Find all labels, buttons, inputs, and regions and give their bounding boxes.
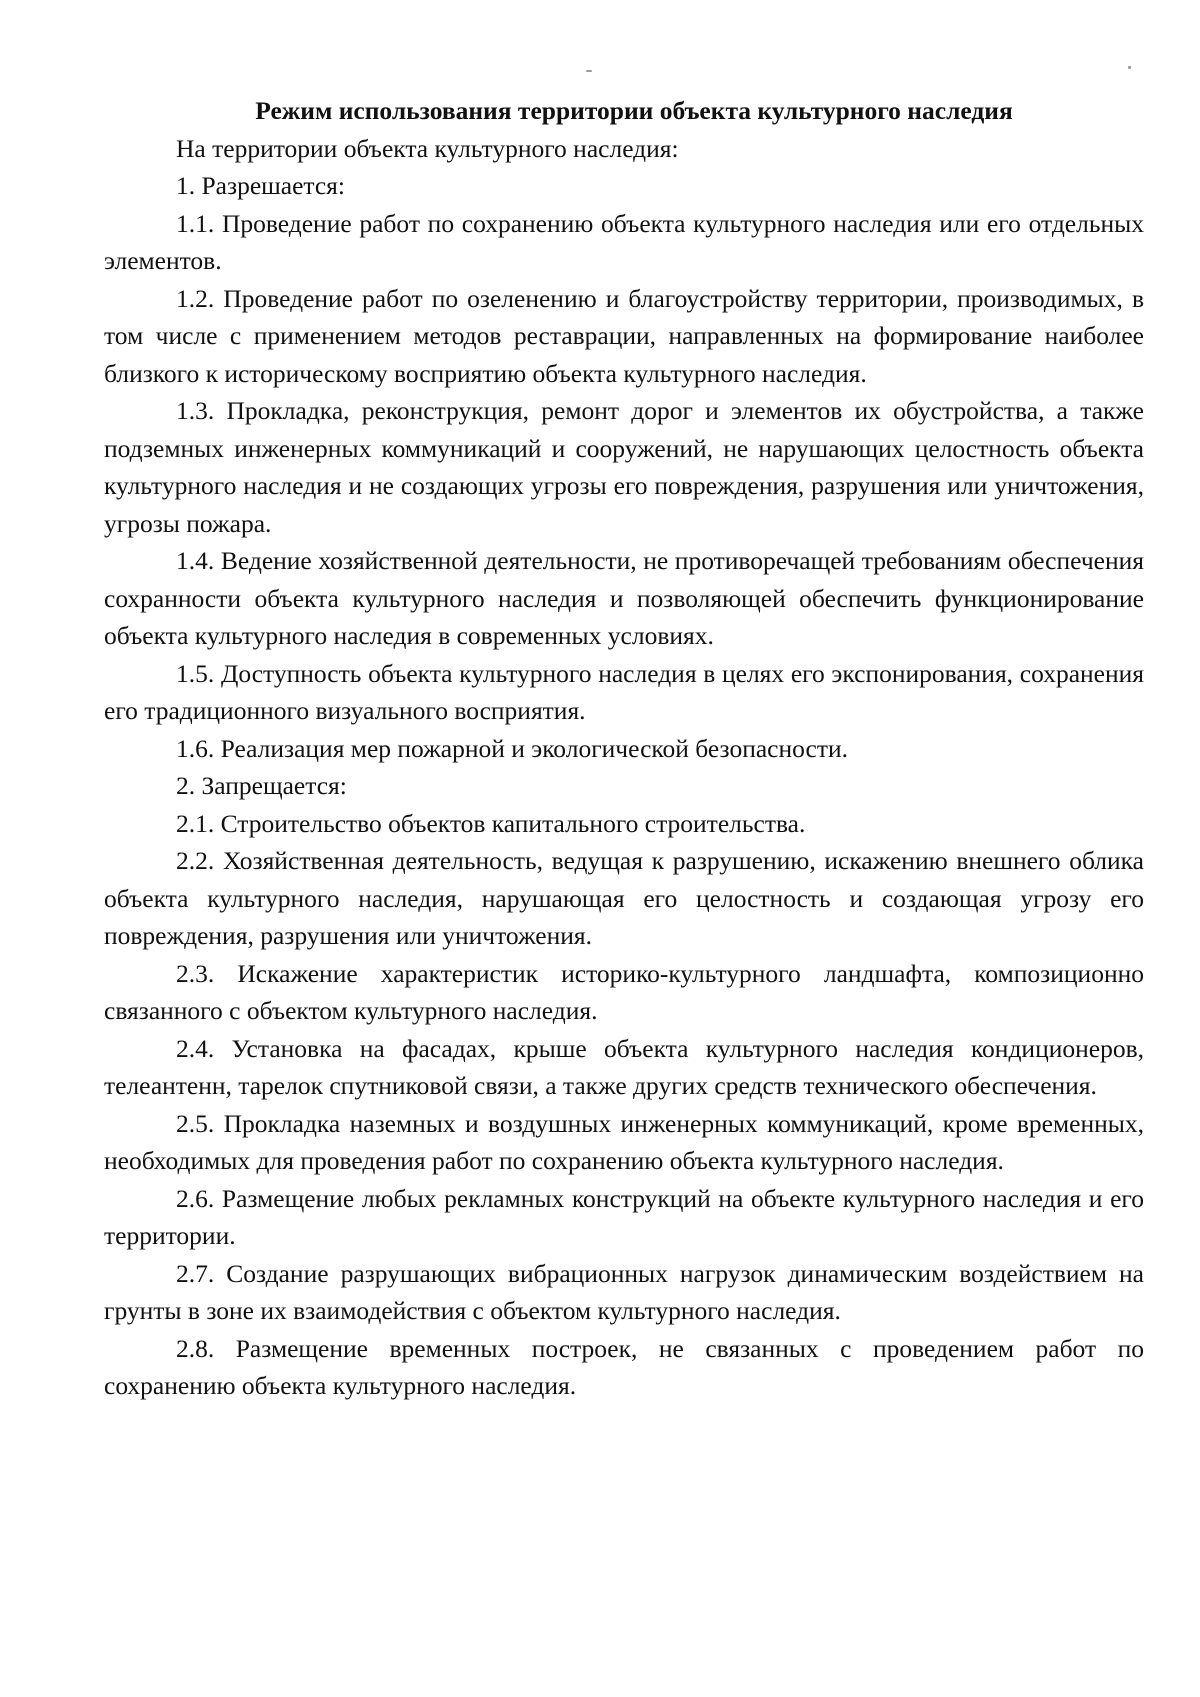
clause-1-2: 1.2. Проведение работ по озеленению и благоустройству территории, производимых, в том числе с применением методов реставрации, направленных на формирование наиболее близкого к историческому восприятию объекта культурного наследия. bbox=[104, 283, 1144, 388]
clause-2-2: 2.2. Хозяйственная деятельность, ведущая к разрушению, искажению внешнего облика объекта культурного наследия, нарушающая его целостность и создающая угрозу его повреждения, разрушения или уничтожения. bbox=[104, 846, 1144, 950]
intro-line: На территории объекта культурного наследия: bbox=[176, 133, 679, 163]
clause-1-3: 1.3. Прокладка, реконструкция, ремонт дорог и элементов их обустройства, а также подземных инженерных коммуникаций и сооружений, не нарушающих целостность объекта культурного наследия и не создающих угрозы его повреждения, разрушения или уничтожения, угрозы пожара. bbox=[104, 396, 1144, 538]
clause-1-5: 1.5. Доступность объекта культурного наследия в целях его экспонирования, сохранения его традиционного визуального восприятия. bbox=[104, 658, 1144, 725]
clause-2-8: 2.8. Размещение временных построек, не связанных с проведением работ по сохранению объекта культурного наследия. bbox=[104, 1333, 1144, 1400]
clause-1-4: 1.4. Ведение хозяйственной деятельности, не противоречащей требованиям обеспечения сохранности объекта культурного наследия и позволяющей обеспечить функционирование объекта культурного наследия в современных условиях. bbox=[104, 546, 1144, 650]
clause-1-1: 1.1. Проведение работ по сохранению объекта культурного наследия или его отдельных элементов. bbox=[104, 208, 1144, 275]
clause-2-4: 2.4. Установка на фасадах, крыше объекта культурного наследия кондиционеров, телеантенн, тарелок спутниковой связи, а также других средств технического обеспечения. bbox=[104, 1033, 1144, 1100]
clause-2-7: 2.7. Создание разрушающих вибрационных нагрузок динамическим воздействием на грунты в зоне их взаимодействия с объектом культурного наследия. bbox=[104, 1258, 1144, 1325]
document-title: Режим использования территории объекта культурного наследия bbox=[255, 96, 1013, 125]
clause-2-3: 2.3. Искажение характеристик историко-культурного ландшафта, композиционно связанного с объектом культурного наследия. bbox=[104, 958, 1144, 1025]
scan-artifact bbox=[1128, 66, 1131, 69]
clause-1-6: 1.6. Реализация мер пожарной и экологической безопасности. bbox=[176, 733, 849, 763]
scan-artifact bbox=[586, 70, 592, 72]
document-page bbox=[104, 92, 1144, 1405]
clause-2-1: 2.1. Строительство объектов капитального строительства. bbox=[176, 808, 806, 838]
clause-2-6: 2.6. Размещение любых рекламных конструкций на объекте культурного наследия и его территории. bbox=[104, 1183, 1144, 1250]
clause-2-5: 2.5. Прокладка наземных и воздушных инженерных коммуникаций, кроме временных, необходимых для проведения работ по сохранению объекта культурного наследия. bbox=[104, 1108, 1144, 1175]
section-1-heading: 1. Разрешается: bbox=[176, 171, 345, 200]
section-2-heading: 2. Запрещается: bbox=[176, 771, 347, 800]
